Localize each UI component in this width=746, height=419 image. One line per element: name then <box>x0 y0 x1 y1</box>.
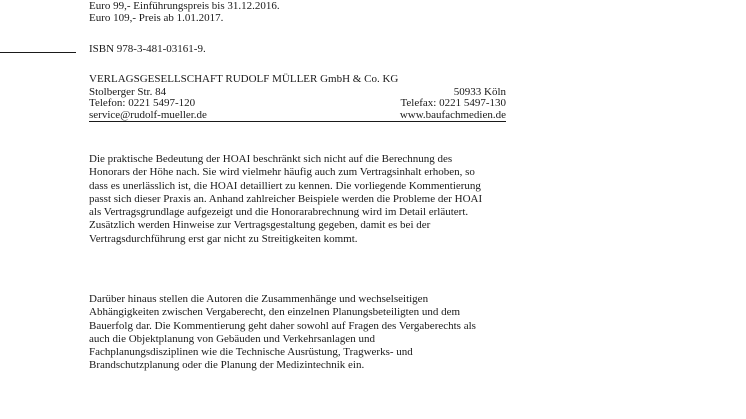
publisher-name: VERLAGSGESELLSCHAFT RUDOLF MÜLLER GmbH & Co. KG <box>89 73 399 85</box>
paragraph-line: als Vertragsgrundlage aufgezeigt und die Honorarabrechnung wird im Detail erläutert. <box>89 206 469 219</box>
paragraph-line: Vertragsdurchführung erst gar nicht zu Streitigkeiten kommt. <box>89 232 358 245</box>
isbn-text: ISBN 978-3-481-03161-9. <box>89 43 206 55</box>
paragraph-line: Die praktische Bedeutung der HOAI beschränkt sich nicht auf die Berechnung des <box>89 153 453 165</box>
paragraph-line: Abhängigkeiten zwischen Vergaberecht, den einzelnen Planungsbeteiligten und dem <box>89 306 461 319</box>
paragraph-line: Bauerfolg dar. Die Kommentierung geht daher sowohl auf Fragen des Vergaberechts als <box>89 319 476 332</box>
publisher-city: 50933 Köln <box>453 86 506 98</box>
paragraph-line: Fachplanungsdisziplinen wie die Technische Ausrüstung, Tragwerks- und <box>89 346 413 359</box>
intro-price-text: Euro 99,- Einführungspreis bis 31.12.2016. <box>89 0 280 12</box>
publisher-email-link[interactable]: service@rudolf-mueller.de <box>89 109 207 121</box>
paragraph-line: passt sich dieser Praxis an. Anhand zahlreicher Beispiele werden die Probleme der HOAI <box>89 192 483 205</box>
paragraph-line: Brandschutzplanung oder die Planung der Medizintechnik ein. <box>89 359 365 372</box>
paragraph-line: Zusätzlich werden Hinweise zur Vertragsgestaltung gegeben, damit es bei der <box>89 219 431 232</box>
description-paragraph-1 <box>89 153 539 246</box>
publisher-street: Stolberger Str. 84 <box>89 86 167 98</box>
isbn-divider <box>0 52 76 53</box>
paragraph-line: Darüber hinaus stellen die Autoren die Zusammenhänge und wechselseitigen <box>89 293 429 305</box>
publisher-phone: Telefon: 0221 5497-120 <box>89 97 196 109</box>
publisher-website-link[interactable]: www.baufachmedien.de <box>399 109 506 121</box>
paragraph-line: auch die Objektplanung von Gebäuden und Verkehrsanlagen und <box>89 332 376 345</box>
publisher-fax: Telefax: 0221 5497-130 <box>400 97 506 109</box>
regular-price-text: Euro 109,- Preis ab 1.01.2017. <box>89 12 224 24</box>
contact-underline <box>89 121 506 122</box>
paragraph-line: dass es unerlässlich ist, die HOAI detailliert zu kennen. Die vorliegende Kommentierung <box>89 179 481 192</box>
description-paragraph-2 <box>89 293 539 373</box>
paragraph-line: Honorars der Höhe nach. Sie wird vielmehr häufig auch zum Vertragsinhalt erhoben, so <box>89 166 475 179</box>
